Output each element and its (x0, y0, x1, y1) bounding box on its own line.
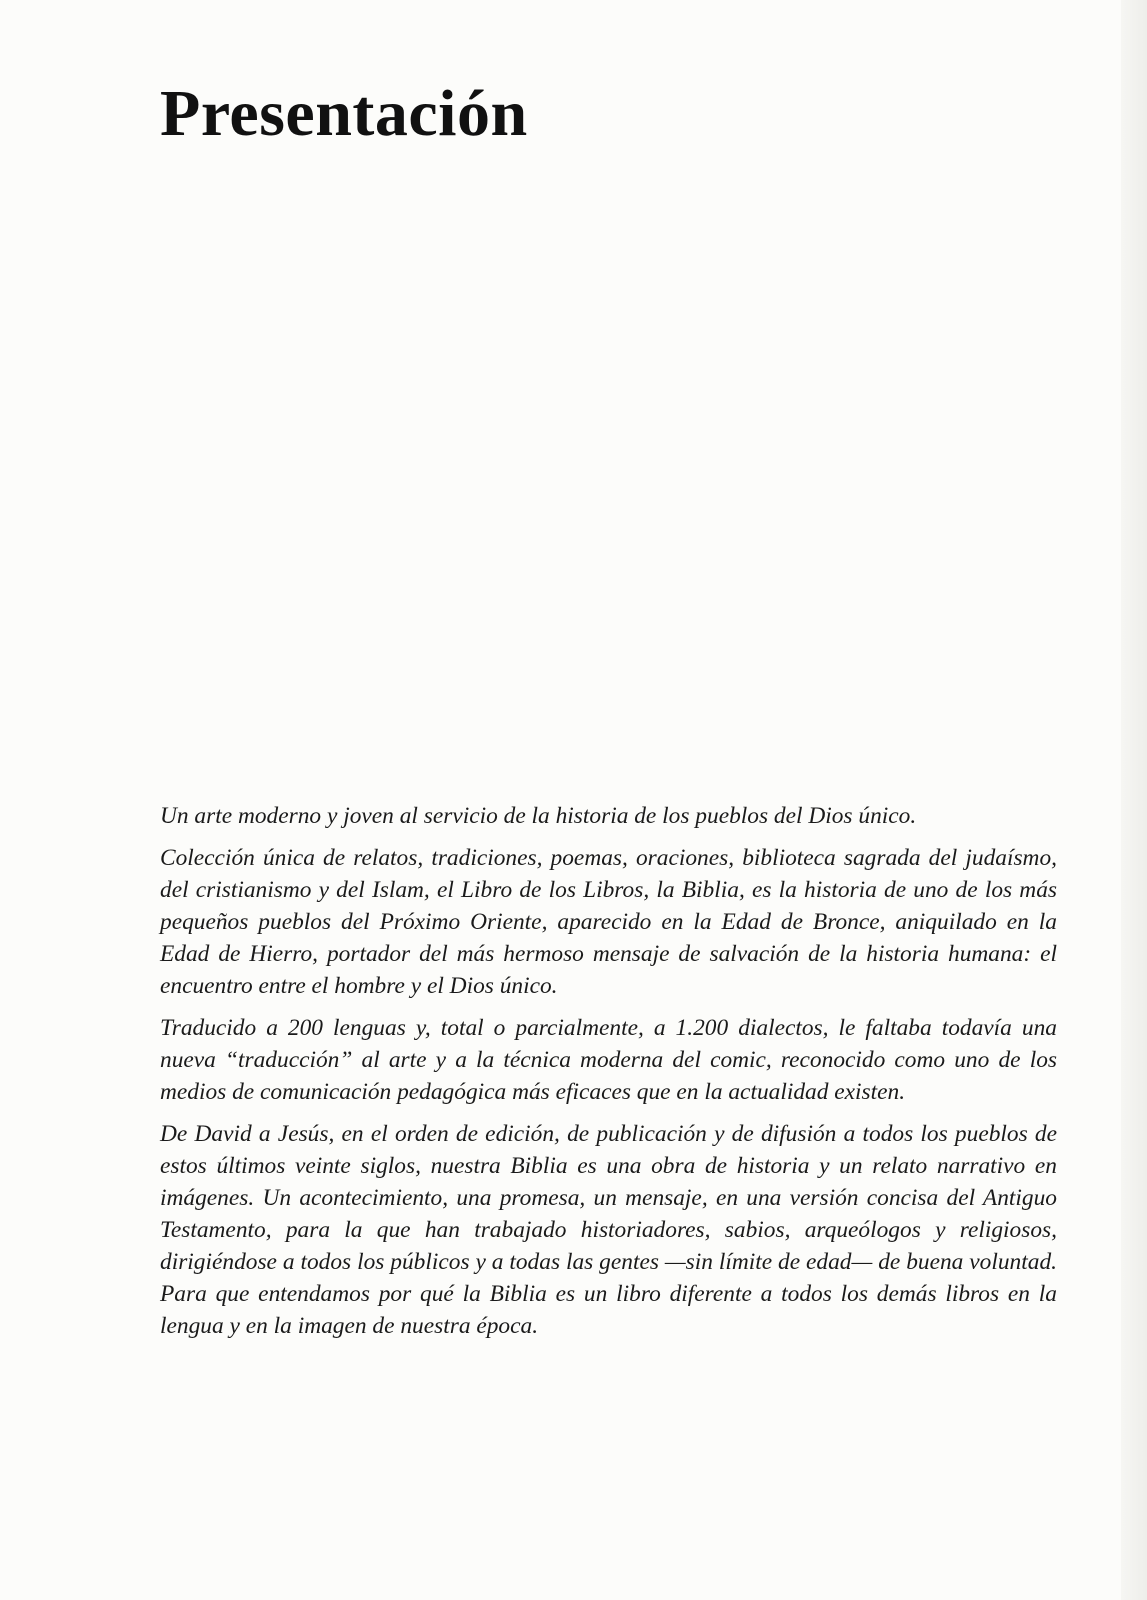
paragraph-translation: Traducido a 200 lenguas y, total o parcialmente, a 1.200 dialectos, le faltaba todavía una nueva “traducción” al arte y a la técnica moderna del comic, reconocido como uno de los medios de comunicación pedagógica más eficaces que en la actualidad existen. (160, 1015, 1057, 1105)
paragraph-david-jesus: De David a Jesús, en el orden de edición, de publicación y de difusión a todos los pueblos de estos últimos veinte siglos, nuestra Biblia es una obra de historia y un relato narrativo en imágenes. Un acontecimiento, una promesa, un mensaje, en una versión concisa del Antiguo Testamento, para la que han trabajado historiadores, sabios, arqueólogos y religiosos, dirigiéndose a todos los públicos y a todas las gentes —sin límite de edad— de buena voluntad. Para que entendamos por qué la Biblia es un libro diferente a todos los demás libros en la lengua y en la imagen de nuestra época. (160, 1121, 1057, 1339)
page-edge (1121, 0, 1147, 1600)
page-title: Presentación (160, 77, 528, 150)
paragraph-collection: Colección única de relatos, tradiciones, poemas, oraciones, biblioteca sagrada del judaísmo, del cristianismo y del Islam, el Libro de los Libros, la Biblia, es la historia de uno de los más pequeños pueblos del Próximo Oriente, aparecido en la Edad de Bronce, aniquilado en la Edad de Hierro, portador del más hermoso mensaje de salvación de la historia humana: el encuentro entre el hombre y el Dios único. (160, 845, 1057, 999)
paragraph-intro: Un arte moderno y joven al servicio de la historia de los pueblos del Dios único. (160, 803, 917, 829)
body-text (160, 800, 1057, 1352)
